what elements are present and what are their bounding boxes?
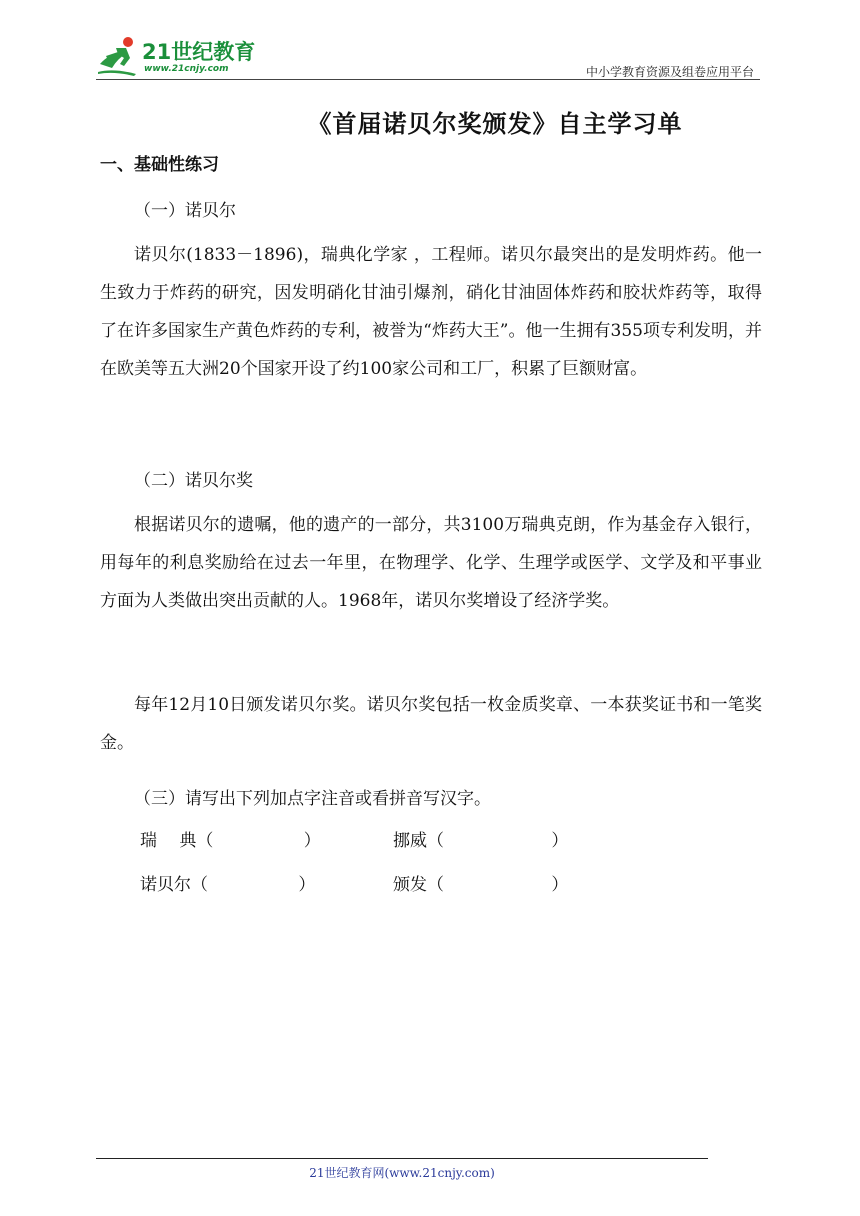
- subheading-nobel-prize: （二）诺贝尔奖: [134, 471, 253, 491]
- logo-text: 21世纪教育: [142, 40, 256, 64]
- blank-banfa[interactable]: 颁发（ ）: [393, 875, 569, 895]
- paragraph-award-date: 每年12月10日颁发诺贝尔奖。诺贝尔奖包括一枚金质奖章、一本获奖证书和一笔奖金。: [100, 695, 762, 753]
- footer-text: 21世纪教育网(www.21cnjy.com): [309, 1166, 495, 1180]
- subheading-exercise: （三）请写出下列加点字注音或看拼音写汉字。: [134, 789, 491, 809]
- subheading-nobel: （一）诺贝尔: [134, 201, 236, 221]
- logo-url: www.21cnjy.com: [144, 64, 229, 74]
- paragraph-nobel-prize: 根据诺贝尔的遗嘱，他的遗产的一部分，共3100万瑞典克朗，作为基金存入银行，用每年的利息奖励给在过去一年里，在物理学、化学、生理学或医学、文学及和平事业方面为人类做出突出贡献的人。1968年，诺贝尔奖增设了经济学奖。: [100, 515, 762, 611]
- platform-name: 中小学教育资源及组卷应用平台: [585, 65, 754, 79]
- section-heading: 一、基础性练习: [100, 155, 219, 175]
- runner-logo-icon: [96, 34, 142, 78]
- logo: [96, 34, 266, 80]
- footer-divider: [96, 1158, 708, 1159]
- page-title: 《首届诺贝尔奖颁发》自主学习单: [307, 110, 683, 138]
- blank-ruidian[interactable]: 瑞 典（ ）: [140, 831, 321, 851]
- blank-nuowei[interactable]: 挪威（ ）: [393, 831, 569, 851]
- paragraph-nobel-bio: 诺贝尔(1833－1896)，瑞典化学家 ，工程师。诺贝尔最突出的是发明炸药。他一生致力于炸药的研究，因发明硝化甘油引爆剂，硝化甘油固体炸药和胶状炸药等，取得了在许多国家生产黄色炸药的专利，被誉为“炸药大王”。他一生拥有355项专利发明，并在欧美等五大洲20个国家开设了约100家公司和工厂，积累了巨额财富。: [100, 245, 762, 379]
- blank-nuobeier[interactable]: 诺贝尔（ ）: [140, 875, 316, 895]
- page-header: [96, 30, 760, 80]
- header-divider: [96, 79, 760, 80]
